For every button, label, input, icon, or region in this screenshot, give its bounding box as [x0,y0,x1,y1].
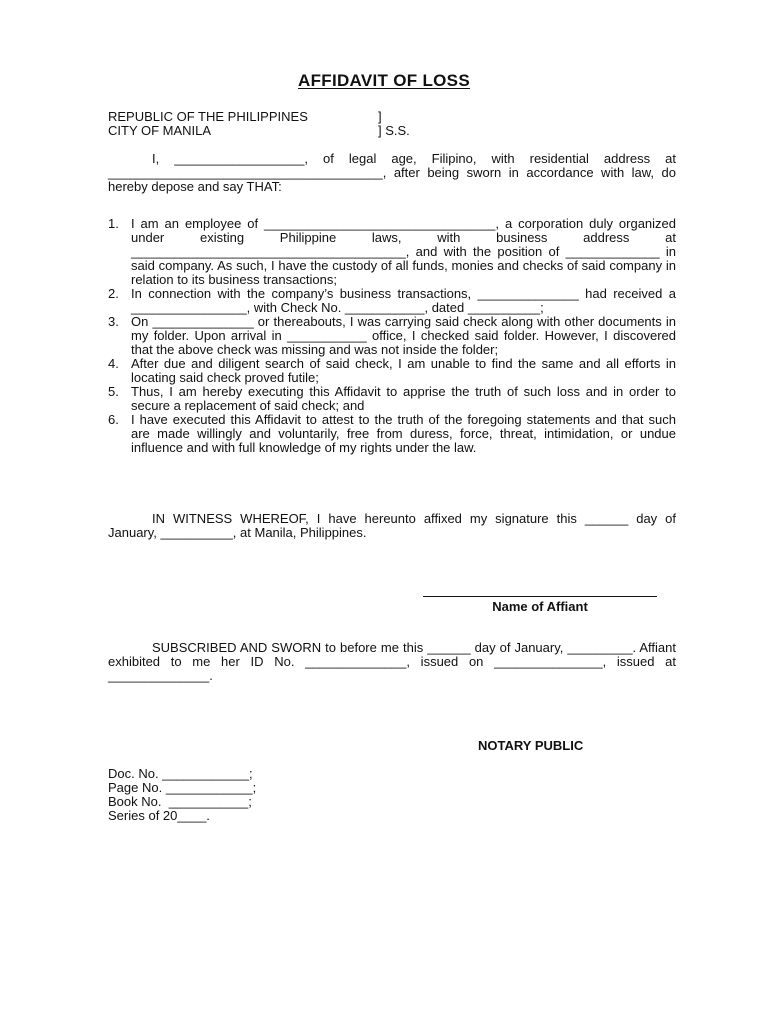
notary-public-label: NOTARY PUBLIC [478,738,584,753]
series-year: Series of 20____. [108,808,210,823]
statement-text: I have executed this Affidavit to attest to the truth of the foregoing statements and that such are made willingly and voluntarily, free from duress, force, threat, intimidation, or undue influence and with full knowledge of my rights under the law. [131,412,676,455]
subscribed-paragraph [108,641,676,683]
document-title [0,71,768,91]
statement-text: After due and diligent search of said check, I am unable to find the same and all efforts in locating said check proved futile; [131,356,676,385]
statement-text: Thus, I am hereby executing this Affidavit to apprise the truth of such loss and in order to secure a replacement of said check; and [131,384,676,413]
statement-item [108,217,676,287]
statement-text: In connection with the company’s business transactions, ______________ had received a ________________, with Check No. ___________, dated __________; [131,286,676,315]
statement-number: 5. [108,384,119,399]
page-number: Page No. ____________; [108,780,257,795]
venue-row-republic [108,110,428,124]
book-number: Book No. ___________; [108,794,252,809]
statement-text: On ______________ or thereabouts, I was carrying said check along with other documents in my folder. Upon arrival in ___________ office, I checked said folder. However, I discovered that the above check was missing and was not inside the folder; [131,314,676,357]
venue-city: CITY OF MANILA [108,123,212,138]
venue-bracket-2: ] S.S. [378,123,410,138]
statement-number: 2. [108,286,119,301]
statement-item [108,357,676,385]
statement-number: 4. [108,356,119,371]
signature-line [423,596,657,597]
subscribed-text: SUBSCRIBED AND SWORN to before me this ______ day of January, _________. Affiant exhibited to me her ID No. ______________, issued on _______________, issued at ______________. [108,640,676,683]
statement-item [108,413,676,455]
venue-block [108,110,428,138]
statement-item [108,287,676,315]
venue-republic: REPUBLIC OF THE PHILIPPINES [108,109,308,124]
statement-number: 3. [108,314,119,329]
intro-text: I, __________________, of legal age, Filipino, with residential address at ______________________________________, after being sworn in accordance with law, do hereby depose and say THAT: [108,151,676,194]
statement-number: 1. [108,216,119,231]
doc-number: Doc. No. ____________; [108,766,253,781]
affiant-name-label: Name of Affiant [492,599,588,614]
statement-item [108,315,676,357]
statement-list [108,217,676,455]
venue-bracket-1: ] [378,109,382,124]
notarial-register-block [108,767,256,823]
venue-row-city [108,124,428,138]
witness-paragraph [108,512,676,540]
statement-text: I am an employee of ________________________________, a corporation duly organized under existing Philippine laws, with business address at ______________________________________, and with the position of _____________ in said company. As such, I have the custody of all funds, monies and checks of said company in relation to its business transactions; [131,216,676,287]
statement-number: 6. [108,412,119,427]
statement-item [108,385,676,413]
witness-text: IN WITNESS WHEREOF, I have hereunto affixed my signature this ______ day of January, __________, at Manila, Philippines. [108,511,676,540]
intro-paragraph [108,152,676,194]
document-title-text: AFFIDAVIT OF LOSS [298,71,470,90]
